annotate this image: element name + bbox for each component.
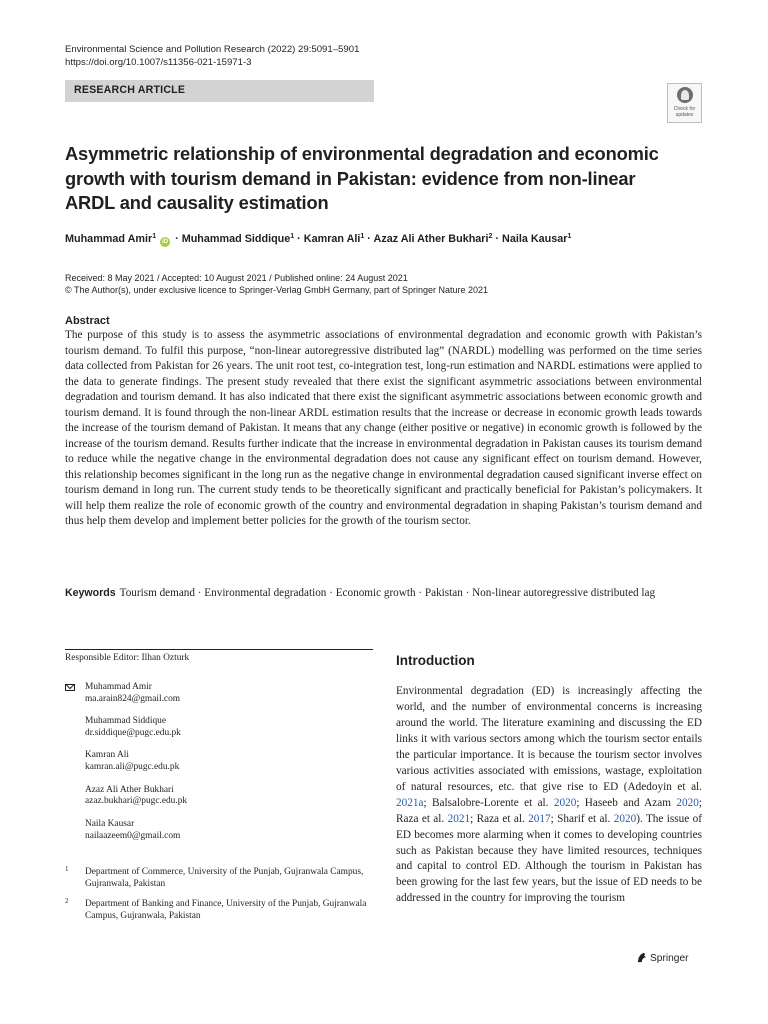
contact-email[interactable]: ma.arain824@gmail.com <box>85 693 181 704</box>
affiliations <box>65 866 373 930</box>
author-name[interactable]: Azaz Ali Ather Bukhari <box>373 233 489 245</box>
author-affiliation-mark: 1 <box>152 233 157 240</box>
citation-link[interactable]: 2021a <box>396 796 424 809</box>
copyright-notice: © The Author(s), under exclusive licence to Springer-Verlag GmbH Germany, part of Springer Nature 2021 <box>65 285 488 295</box>
affiliation-text: Department of Banking and Finance, University of the Punjab, Gujranwala Campus, Gujranwala, Pakistan <box>85 899 367 921</box>
author-contacts <box>65 682 373 853</box>
author-name[interactable]: Naila Kausar <box>502 233 568 245</box>
check-updates-label: Check for updates <box>673 106 696 118</box>
publication-dates: Received: 8 May 2021 / Accepted: 10 August 2021 / Published online: 24 August 2021 <box>65 273 408 283</box>
citation-link[interactable]: 2017 <box>528 812 551 825</box>
contact-entry <box>65 819 373 842</box>
author-name[interactable]: Kamran Ali <box>303 233 361 245</box>
contact-email[interactable]: dr.siddique@pugc.edu.pk <box>85 727 181 738</box>
intro-text-segment: ; Raza et al. <box>470 812 529 825</box>
article-title: Asymmetric relationship of environmental degradation and economic growth with tourism demand in Pakistan: evidence from non-linear ARDL and causality estimation <box>65 143 659 213</box>
check-updates-icon <box>677 87 693 103</box>
intro-text-segment: ; Haseeb and Azam <box>576 796 677 809</box>
springer-horse-icon <box>636 952 647 963</box>
contact-entry <box>65 682 373 705</box>
author-name[interactable]: Muhammad Siddique <box>181 233 291 245</box>
contact-name: Muhammad Amir <box>85 682 152 692</box>
springer-logo <box>636 952 689 966</box>
envelope-icon <box>65 684 75 691</box>
keywords <box>65 585 702 601</box>
author-list: Muhammad Amir$^1$ iD · Muhammad Siddique$^1$ · Kamran Ali$^1$ · Azaz Ali Ather Bukhari$^2$ · Naila Kausar$^1$ <box>65 233 572 245</box>
contact-email[interactable]: kamran.ali@pugc.edu.pk <box>85 762 180 773</box>
contact-entry <box>65 785 373 808</box>
author-affiliation-mark: 1 <box>290 233 295 240</box>
responsible-editor: Responsible Editor: Ilhan Ozturk <box>65 653 190 663</box>
abstract-heading: Abstract <box>65 315 110 327</box>
keywords-label: Keywords <box>65 587 116 599</box>
doi-link[interactable]: https://doi.org/10.1007/s11356-021-15971-3 <box>65 57 252 68</box>
contact-name: Naila Kausar <box>85 818 135 829</box>
publisher-name: Springer <box>650 953 689 964</box>
intro-text-segment: ). The issue of ED becomes more alarming when it comes to developing countries such as Pakistan because they have limited resources, techniques and capital to control ED. Although the tourism in Pakistan has been growing for the last few years, but the issue of ED needs to be addressed in the country for improving the tourism <box>396 812 702 905</box>
author-affiliation-mark: 2 <box>488 233 493 240</box>
affiliation-number: 1 <box>65 865 69 873</box>
citation-link[interactable]: 2021 <box>447 812 471 825</box>
contact-email[interactable]: nailaazeem0@gmail.com <box>85 830 181 841</box>
contact-name: Muhammad Siddique <box>85 716 166 727</box>
author-affiliation-mark: 1 <box>567 233 572 240</box>
contact-name: Azaz Ali Ather Bukhari <box>85 784 174 795</box>
introduction-heading: Introduction <box>396 653 475 668</box>
keywords-text: Tourism demand · Environmental degradation · Economic growth · Pakistan · Non-linear autoregressive distributed lag <box>119 587 656 599</box>
citation-link[interactable]: 2020 <box>676 796 699 809</box>
intro-text-segment: Environmental degradation (ED) is increasingly affecting the world, and the number of environmental concerns is increasing around the world. The literature examining and discussing the ED links it with various sectors among which the tourism sector entails the particular importance. It is because the tourism sector involves various activities associated with emissions, wastage, exploitation of natural resources, etc. that give rise to ED (Adedoyin et al. <box>396 685 702 793</box>
contact-entry <box>65 750 373 773</box>
contact-email[interactable]: azaz.bukhari@pugc.edu.pk <box>85 796 188 807</box>
affiliation-text: Department of Commerce, University of the Punjab, Gujranwala Campus, Gujranwala, Pakistan <box>85 867 364 889</box>
citation-link[interactable]: 2020 <box>553 796 577 809</box>
author-name[interactable]: Muhammad Amir <box>65 233 153 245</box>
introduction-text <box>396 684 702 907</box>
footnote-divider <box>65 649 373 650</box>
intro-text-segment: ; Balsalobre-Lorente et al. <box>423 796 554 809</box>
orcid-icon[interactable]: iD <box>162 239 169 245</box>
check-for-updates-button[interactable] <box>667 83 702 123</box>
abstract-text: The purpose of this study is to assess the asymmetric associations of environmental degradation and economic growth with Pakistan’s tourism demand. To fulfil this purpose, “non-linear autoregressive distributed lag” (NARDL) modelling was performed on the time series data collected from Pakistan for 26 years. The unit root test, co-integration test, long-run estimation and NARDL estimations were applied to the data to generate findings. The present study revealed that there exist the significant asymmetric associations between environmental degradation and tourism demand. It has also indicated that there exist the significant asymmetric associations between economic growth and tourism demand. It is found through the non-linear ARDL estimation results that the increase or decrease in economic growth leads towards the increase of the tourism demand of Pakistan. It means that any change (either positive or negative) in economic growth is followed by the increase of the tourism demand. Results further indicate that the increase in environmental degradation in Pakistan causes its tourism demand to reduce while the negative change in the environmental degradation does not cause any significant effect on tourism demand. However, this relationship becomes significant in the long run as the negative change in environmental degradation caused significant inverse effect on tourism demand in long run. The current study tends to be theoretically significant and practically beneficial for Pakistan’s policymakers. It will help them realize the role of economic growth of the country and environmental degradation in shaping Pakistan’s tourism demand and thus help them develop and implement better policies for the growth of the tourism sector. <box>65 329 702 527</box>
author-affiliation-mark: 1 <box>360 233 365 240</box>
contact-entry <box>65 716 373 739</box>
intro-text-segment: ; Raza et al. <box>396 796 702 825</box>
citation-link[interactable]: 2020 <box>613 812 637 825</box>
affiliation-number: 2 <box>65 897 69 905</box>
intro-text-segment: ; Sharif et al. <box>550 812 614 825</box>
affiliation-entry <box>65 898 373 922</box>
journal-citation: Environmental Science and Pollution Research (2022) 29:5091–5901 <box>65 44 360 55</box>
affiliation-entry <box>65 866 373 890</box>
article-type-label: RESEARCH ARTICLE <box>65 80 374 102</box>
contact-name: Kamran Ali <box>85 750 129 761</box>
